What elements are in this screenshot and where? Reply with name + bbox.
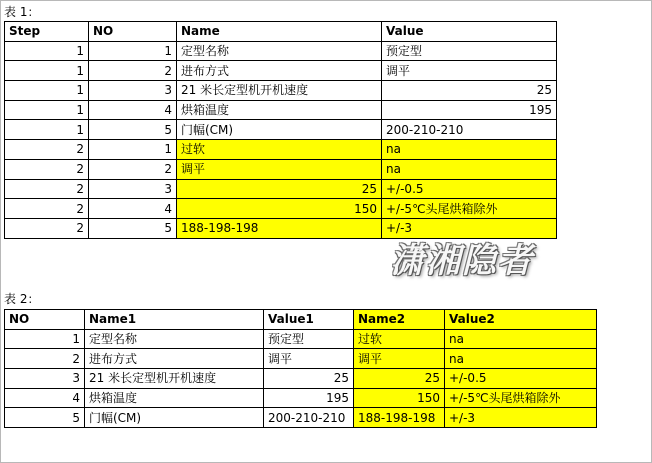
table2	[4, 309, 597, 428]
cell-no[interactable]: 4	[5, 388, 85, 408]
cell-value1[interactable]: 200-210-210	[264, 408, 354, 428]
col-header-name[interactable]: Name	[177, 22, 382, 42]
cell-no[interactable]: 5	[89, 218, 177, 238]
cell-name[interactable]: 门幅(CM)	[177, 120, 382, 140]
cell-value1[interactable]: 25	[264, 369, 354, 389]
table-row	[5, 100, 557, 120]
col-header-value2[interactable]: Value2	[445, 310, 597, 330]
cell-name1[interactable]: 21 米长定型机开机速度	[85, 369, 264, 389]
cell-step[interactable]: 2	[5, 159, 89, 179]
col-header-name2[interactable]: Name2	[354, 310, 445, 330]
table-row	[5, 159, 557, 179]
table-row	[5, 408, 597, 428]
cell-no[interactable]: 4	[89, 199, 177, 219]
table2-caption: 表 2：	[4, 292, 40, 306]
table-row	[5, 329, 597, 349]
cell-no[interactable]: 1	[5, 329, 85, 349]
cell-no[interactable]: 2	[5, 349, 85, 369]
col-header-no[interactable]: NO	[89, 22, 177, 42]
cell-no[interactable]: 5	[5, 408, 85, 428]
cell-name[interactable]: 调平	[177, 159, 382, 179]
cell-name[interactable]: 21 米长定型机开机速度	[177, 81, 382, 101]
watermark-logo: 潇湘隐者	[390, 241, 534, 281]
table-row	[5, 199, 557, 219]
table1-caption: 表 1：	[4, 5, 40, 19]
table-row	[5, 179, 557, 199]
table-row	[5, 388, 597, 408]
cell-value[interactable]: na	[382, 159, 557, 179]
cell-name[interactable]: 烘箱温度	[177, 100, 382, 120]
cell-step[interactable]: 1	[5, 41, 89, 61]
table-row	[5, 81, 557, 101]
cell-value[interactable]: 25	[382, 81, 557, 101]
cell-value1[interactable]: 预定型	[264, 329, 354, 349]
table2-header-row	[5, 310, 597, 330]
cell-name[interactable]: 过软	[177, 140, 382, 160]
table-row	[5, 41, 557, 61]
cell-no[interactable]: 3	[89, 179, 177, 199]
cell-name2[interactable]: 150	[354, 388, 445, 408]
cell-value[interactable]: +/-3	[382, 218, 557, 238]
cell-name[interactable]: 定型名称	[177, 41, 382, 61]
cell-name1[interactable]: 定型名称	[85, 329, 264, 349]
cell-step[interactable]: 2	[5, 179, 89, 199]
cell-name2[interactable]: 过软	[354, 329, 445, 349]
cell-step[interactable]: 1	[5, 61, 89, 81]
cell-step[interactable]: 2	[5, 199, 89, 219]
cell-value[interactable]: na	[382, 140, 557, 160]
table1	[4, 21, 557, 239]
cell-no[interactable]: 5	[89, 120, 177, 140]
cell-name1[interactable]: 门幅(CM)	[85, 408, 264, 428]
cell-no[interactable]: 1	[89, 41, 177, 61]
table-row	[5, 369, 597, 389]
cell-value[interactable]: +/-0.5	[382, 179, 557, 199]
cell-value1[interactable]: 调平	[264, 349, 354, 369]
cell-step[interactable]: 1	[5, 120, 89, 140]
cell-name2[interactable]: 188-198-198	[354, 408, 445, 428]
cell-value[interactable]: +/-5℃头尾烘箱除外	[382, 199, 557, 219]
cell-no[interactable]: 3	[89, 81, 177, 101]
table-row	[5, 140, 557, 160]
cell-no[interactable]: 2	[89, 61, 177, 81]
cell-name1[interactable]: 进布方式	[85, 349, 264, 369]
cell-name2[interactable]: 25	[354, 369, 445, 389]
cell-name[interactable]: 150	[177, 199, 382, 219]
cell-no[interactable]: 3	[5, 369, 85, 389]
cell-value[interactable]: 预定型	[382, 41, 557, 61]
cell-name[interactable]: 188-198-198	[177, 218, 382, 238]
col-header-step[interactable]: Step	[5, 22, 89, 42]
table-row	[5, 61, 557, 81]
cell-no[interactable]: 1	[89, 140, 177, 160]
cell-value1[interactable]: 195	[264, 388, 354, 408]
table-row	[5, 120, 557, 140]
cell-value[interactable]: 调平	[382, 61, 557, 81]
cell-name[interactable]: 进布方式	[177, 61, 382, 81]
table-row	[5, 349, 597, 369]
cell-value2[interactable]: na	[445, 329, 597, 349]
cell-value2[interactable]: na	[445, 349, 597, 369]
col-header-value1[interactable]: Value1	[264, 310, 354, 330]
table-row	[5, 218, 557, 238]
cell-name[interactable]: 25	[177, 179, 382, 199]
cell-no[interactable]: 2	[89, 159, 177, 179]
cell-value2[interactable]: +/-3	[445, 408, 597, 428]
col-header-no[interactable]: NO	[5, 310, 85, 330]
cell-step[interactable]: 1	[5, 100, 89, 120]
cell-value2[interactable]: +/-0.5	[445, 369, 597, 389]
table1-header-row	[5, 22, 557, 42]
cell-name2[interactable]: 调平	[354, 349, 445, 369]
cell-no[interactable]: 4	[89, 100, 177, 120]
cell-name1[interactable]: 烘箱温度	[85, 388, 264, 408]
cell-step[interactable]: 2	[5, 140, 89, 160]
cell-value[interactable]: 195	[382, 100, 557, 120]
cell-value2[interactable]: +/-5℃头尾烘箱除外	[445, 388, 597, 408]
cell-step[interactable]: 1	[5, 81, 89, 101]
cell-value[interactable]: 200-210-210	[382, 120, 557, 140]
cell-step[interactable]: 2	[5, 218, 89, 238]
col-header-value[interactable]: Value	[382, 22, 557, 42]
col-header-name1[interactable]: Name1	[85, 310, 264, 330]
